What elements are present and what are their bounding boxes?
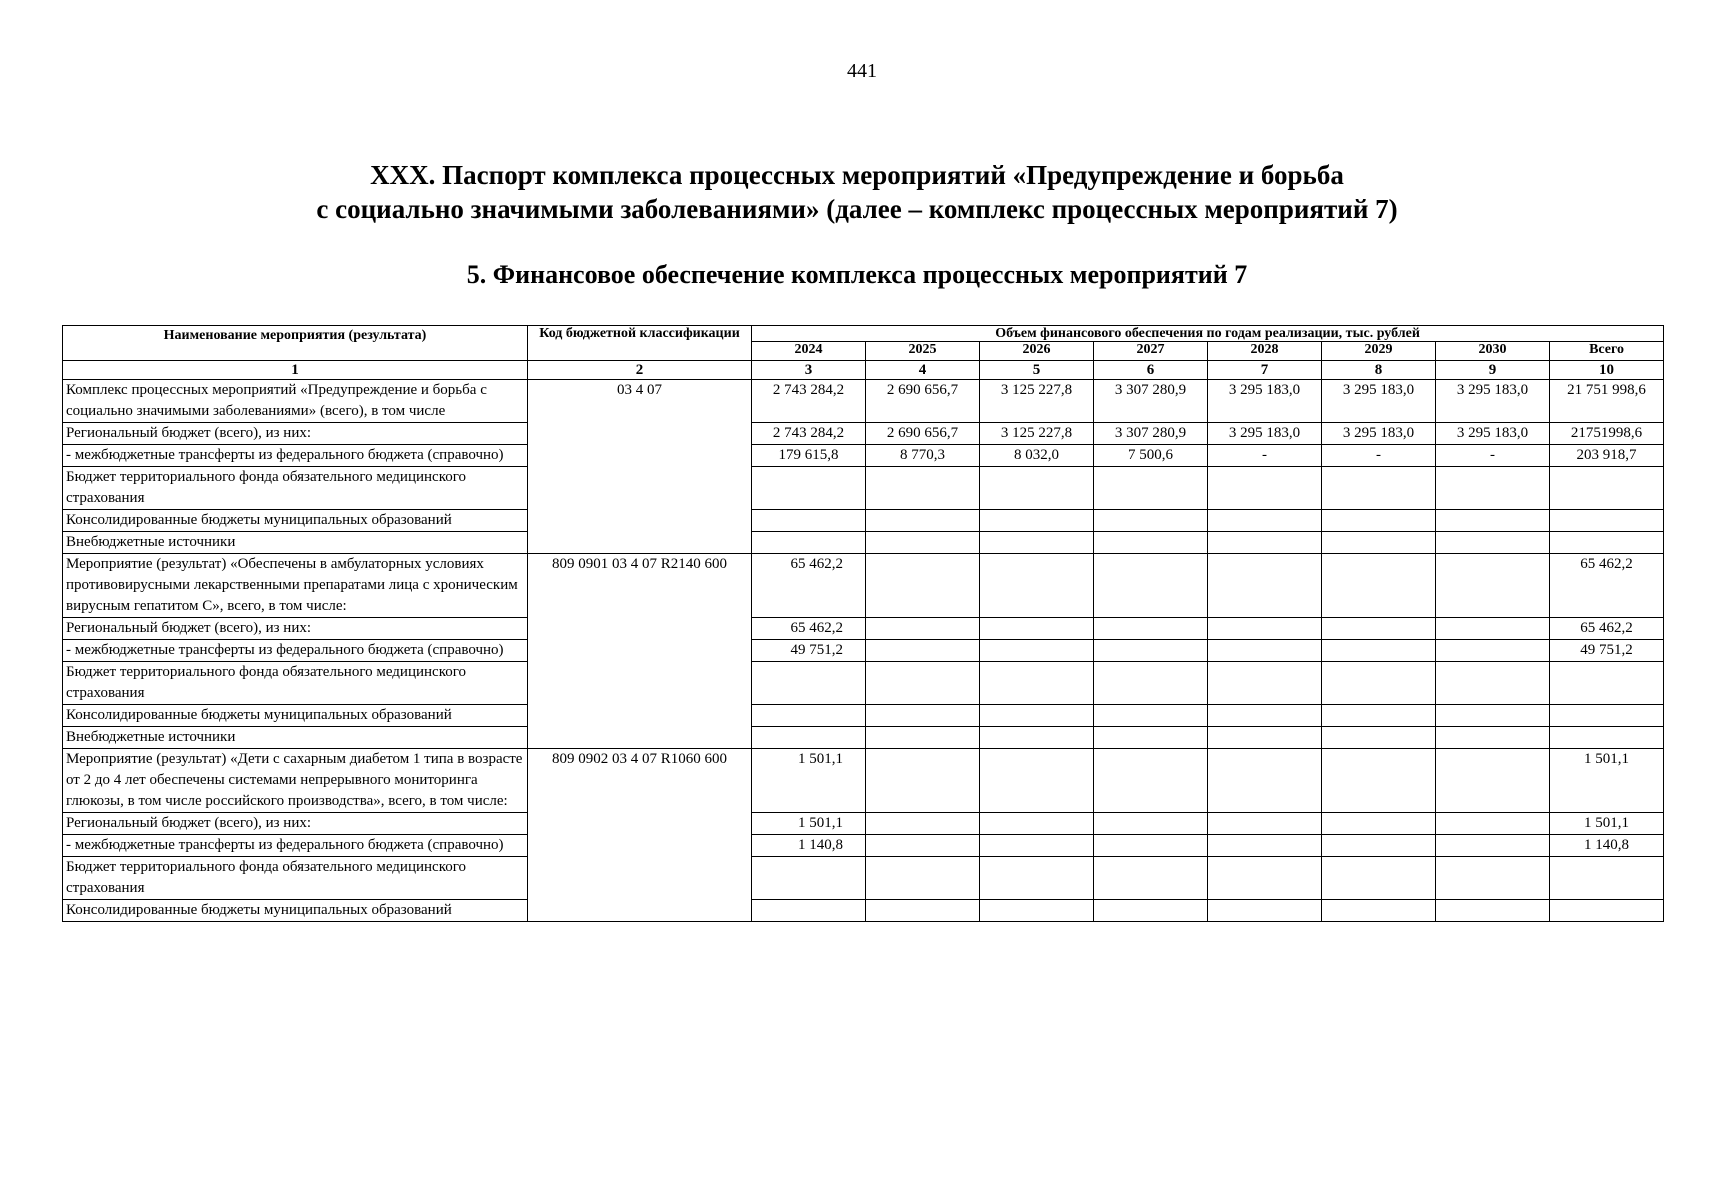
- value-cell: [1094, 835, 1208, 857]
- column-number: 6: [1094, 361, 1208, 380]
- table-row: [63, 749, 1664, 813]
- header-year: 2025: [866, 342, 980, 361]
- value-cell: 1 140,8: [752, 835, 866, 857]
- value-cell: [980, 900, 1094, 922]
- value-cell: [1322, 467, 1436, 510]
- row-name: - межбюджетные трансферты из федерального бюджета (справочно): [63, 445, 528, 467]
- value-cell: [1436, 900, 1550, 922]
- value-cell: [1094, 900, 1208, 922]
- value-cell: [1436, 749, 1550, 813]
- header-year: 2026: [980, 342, 1094, 361]
- header-year: 2024: [752, 342, 866, 361]
- value-cell: [1208, 835, 1322, 857]
- header-volume: Объем финансового обеспечения по годам реализации, тыс. рублей: [752, 326, 1664, 342]
- table-row: [63, 445, 1664, 467]
- value-cell: [752, 900, 866, 922]
- value-cell: [1322, 618, 1436, 640]
- table-row: [63, 857, 1664, 900]
- value-cell: 3 295 183,0: [1322, 380, 1436, 423]
- table-row: [63, 835, 1664, 857]
- table-row: [63, 380, 1664, 423]
- table-row: [63, 662, 1664, 705]
- financial-table: [62, 325, 1664, 922]
- value-cell: [1436, 727, 1550, 749]
- value-cell: [1208, 618, 1322, 640]
- value-cell: [1208, 554, 1322, 618]
- value-cell: [866, 510, 980, 532]
- value-cell: [980, 554, 1094, 618]
- row-name: Региональный бюджет (всего), из них:: [63, 618, 528, 640]
- value-cell: [1322, 900, 1436, 922]
- value-cell: [1094, 727, 1208, 749]
- column-number: 7: [1208, 361, 1322, 380]
- value-cell: [1550, 467, 1664, 510]
- value-cell: [980, 705, 1094, 727]
- value-cell: 3 295 183,0: [1436, 423, 1550, 445]
- value-cell: [1436, 554, 1550, 618]
- value-cell: 2 743 284,2: [752, 423, 866, 445]
- value-cell: [1436, 705, 1550, 727]
- column-number: 8: [1322, 361, 1436, 380]
- value-cell: [1436, 835, 1550, 857]
- value-cell: [1550, 532, 1664, 554]
- value-cell: [1322, 727, 1436, 749]
- row-name: Региональный бюджет (всего), из них:: [63, 813, 528, 835]
- value-cell: 3 295 183,0: [1436, 380, 1550, 423]
- value-cell: [980, 835, 1094, 857]
- value-cell: 1 501,1: [752, 749, 866, 813]
- value-cell: [752, 727, 866, 749]
- value-cell: 3 125 227,8: [980, 380, 1094, 423]
- value-cell: [1322, 554, 1436, 618]
- value-cell: [866, 662, 980, 705]
- value-cell: 179 615,8: [752, 445, 866, 467]
- value-cell: [866, 554, 980, 618]
- value-cell: [1094, 813, 1208, 835]
- column-number: 4: [866, 361, 980, 380]
- row-name: Бюджет территориального фонда обязательного медицинского страхования: [63, 662, 528, 705]
- table-row: [63, 554, 1664, 618]
- row-name: Бюджет территориального фонда обязательного медицинского страхования: [63, 467, 528, 510]
- value-cell: [866, 727, 980, 749]
- value-cell: [1550, 662, 1664, 705]
- value-cell: [1094, 662, 1208, 705]
- value-cell: [1094, 857, 1208, 900]
- value-cell: [980, 618, 1094, 640]
- value-cell: [1322, 857, 1436, 900]
- table-row: [63, 727, 1664, 749]
- value-cell: 7 500,6: [1094, 445, 1208, 467]
- header-name: Наименование мероприятия (результата): [63, 326, 528, 361]
- header-year: 2029: [1322, 342, 1436, 361]
- value-cell: [1094, 510, 1208, 532]
- value-cell: [1208, 705, 1322, 727]
- row-name: Бюджет территориального фонда обязательного медицинского страхования: [63, 857, 528, 900]
- value-cell: [1322, 835, 1436, 857]
- value-cell: [1322, 705, 1436, 727]
- value-cell: 1 501,1: [752, 813, 866, 835]
- value-cell: 2 690 656,7: [866, 423, 980, 445]
- value-cell: 21751998,6: [1550, 423, 1664, 445]
- row-name: Региональный бюджет (всего), из них:: [63, 423, 528, 445]
- value-cell: 8 032,0: [980, 445, 1094, 467]
- value-cell: [1550, 857, 1664, 900]
- value-cell: [1436, 662, 1550, 705]
- value-cell: [980, 749, 1094, 813]
- value-cell: [1208, 813, 1322, 835]
- table-row: [63, 510, 1664, 532]
- table-body: [63, 361, 1664, 922]
- value-cell: -: [1436, 445, 1550, 467]
- value-cell: [866, 467, 980, 510]
- header-year: 2028: [1208, 342, 1322, 361]
- value-cell: [980, 640, 1094, 662]
- row-name: Консолидированные бюджеты муниципальных образований: [63, 900, 528, 922]
- table-header: [63, 326, 1664, 361]
- budget-code: 809 0902 03 4 07 R1060 600: [528, 749, 752, 922]
- row-name: Внебюджетные источники: [63, 727, 528, 749]
- page-number: 441: [847, 60, 877, 82]
- value-cell: [866, 813, 980, 835]
- value-cell: [1550, 510, 1664, 532]
- value-cell: [1094, 640, 1208, 662]
- value-cell: [1322, 640, 1436, 662]
- value-cell: [1436, 813, 1550, 835]
- value-cell: [1436, 532, 1550, 554]
- column-number: 3: [752, 361, 866, 380]
- value-cell: [980, 813, 1094, 835]
- value-cell: [1550, 900, 1664, 922]
- value-cell: [980, 727, 1094, 749]
- value-cell: [1094, 705, 1208, 727]
- row-name: Мероприятие (результат) «Обеспечены в амбулаторных условиях противовирусными лекарственными препаратами лица с хроническим вирусным гепатитом С», всего, в том числе:: [63, 554, 528, 618]
- value-cell: [752, 467, 866, 510]
- value-cell: [1322, 532, 1436, 554]
- value-cell: [752, 705, 866, 727]
- column-number: 5: [980, 361, 1094, 380]
- value-cell: [1208, 640, 1322, 662]
- value-cell: [1550, 705, 1664, 727]
- value-cell: [1094, 749, 1208, 813]
- value-cell: [980, 532, 1094, 554]
- value-cell: [1208, 467, 1322, 510]
- table-row: [63, 532, 1664, 554]
- column-number: 9: [1436, 361, 1550, 380]
- value-cell: [752, 532, 866, 554]
- value-cell: [1436, 467, 1550, 510]
- value-cell: [1208, 532, 1322, 554]
- value-cell: 65 462,2: [752, 618, 866, 640]
- value-cell: [1208, 510, 1322, 532]
- value-cell: [1436, 510, 1550, 532]
- table-row: [63, 467, 1664, 510]
- value-cell: [980, 510, 1094, 532]
- value-cell: 2 743 284,2: [752, 380, 866, 423]
- document-title: [0, 158, 1714, 226]
- row-name: Консолидированные бюджеты муниципальных образований: [63, 510, 528, 532]
- value-cell: 1 501,1: [1550, 749, 1664, 813]
- value-cell: [752, 857, 866, 900]
- value-cell: [752, 662, 866, 705]
- value-cell: [1208, 900, 1322, 922]
- value-cell: 8 770,3: [866, 445, 980, 467]
- value-cell: [1208, 727, 1322, 749]
- value-cell: [1094, 467, 1208, 510]
- value-cell: [866, 749, 980, 813]
- value-cell: [1436, 618, 1550, 640]
- value-cell: [866, 900, 980, 922]
- value-cell: 203 918,7: [1550, 445, 1664, 467]
- value-cell: 2 690 656,7: [866, 380, 980, 423]
- value-cell: [980, 467, 1094, 510]
- value-cell: 65 462,2: [1550, 554, 1664, 618]
- value-cell: 3 307 280,9: [1094, 380, 1208, 423]
- value-cell: [1322, 662, 1436, 705]
- table-row: [63, 813, 1664, 835]
- value-cell: [1094, 532, 1208, 554]
- value-cell: [1436, 640, 1550, 662]
- value-cell: [866, 640, 980, 662]
- value-cell: [1208, 857, 1322, 900]
- value-cell: 3 295 183,0: [1208, 423, 1322, 445]
- column-numbers-row: [63, 361, 1664, 380]
- value-cell: [980, 662, 1094, 705]
- value-cell: [1208, 749, 1322, 813]
- row-name: Консолидированные бюджеты муниципальных образований: [63, 705, 528, 727]
- header-year: 2027: [1094, 342, 1208, 361]
- value-cell: [1550, 727, 1664, 749]
- value-cell: -: [1322, 445, 1436, 467]
- row-name: Внебюджетные источники: [63, 532, 528, 554]
- header-year: 2030: [1436, 342, 1550, 361]
- value-cell: [752, 510, 866, 532]
- value-cell: 3 307 280,9: [1094, 423, 1208, 445]
- value-cell: 49 751,2: [752, 640, 866, 662]
- value-cell: [866, 532, 980, 554]
- value-cell: 3 125 227,8: [980, 423, 1094, 445]
- value-cell: 3 295 183,0: [1208, 380, 1322, 423]
- column-number: 10: [1550, 361, 1664, 380]
- value-cell: [1322, 749, 1436, 813]
- value-cell: 1 501,1: [1550, 813, 1664, 835]
- value-cell: [1322, 510, 1436, 532]
- value-cell: [1436, 857, 1550, 900]
- value-cell: [866, 618, 980, 640]
- value-cell: 21 751 998,6: [1550, 380, 1664, 423]
- table-row: [63, 618, 1664, 640]
- title-line-1: XXX. Паспорт комплекса процессных мероприятий «Предупреждение и борьба: [370, 160, 1344, 190]
- value-cell: -: [1208, 445, 1322, 467]
- row-name: Мероприятие (результат) «Дети с сахарным диабетом 1 типа в возрасте от 2 до 4 лет обеспечены системами непрерывного мониторинга глюкозы, в том числе российского производства», всего, в том числе:: [63, 749, 528, 813]
- row-name: - межбюджетные трансферты из федерального бюджета (справочно): [63, 835, 528, 857]
- value-cell: [866, 835, 980, 857]
- budget-code: 03 4 07: [528, 380, 752, 554]
- value-cell: 49 751,2: [1550, 640, 1664, 662]
- value-cell: 1 140,8: [1550, 835, 1664, 857]
- value-cell: [1094, 618, 1208, 640]
- column-number: 2: [528, 361, 752, 380]
- value-cell: 65 462,2: [1550, 618, 1664, 640]
- budget-code: 809 0901 03 4 07 R2140 600: [528, 554, 752, 749]
- header-year: Всего: [1550, 342, 1664, 361]
- title-line-2: с социально значимыми заболеваниями» (далее – комплекс процессных мероприятий 7): [316, 194, 1398, 224]
- value-cell: [980, 857, 1094, 900]
- value-cell: [1208, 662, 1322, 705]
- table-row: [63, 423, 1664, 445]
- row-name: Комплекс процессных мероприятий «Предупреждение и борьба с социально значимыми заболеваниями» (всего), в том числе: [63, 380, 528, 423]
- column-number: 1: [63, 361, 528, 380]
- table-row: [63, 640, 1664, 662]
- value-cell: 3 295 183,0: [1322, 423, 1436, 445]
- header-code: Код бюджетной классификации: [528, 326, 752, 361]
- table-row: [63, 705, 1664, 727]
- row-name: - межбюджетные трансферты из федерального бюджета (справочно): [63, 640, 528, 662]
- value-cell: [1322, 813, 1436, 835]
- section-title: 5. Финансовое обеспечение комплекса процессных мероприятий 7: [466, 260, 1248, 289]
- table-row: [63, 900, 1664, 922]
- value-cell: 65 462,2: [752, 554, 866, 618]
- value-cell: [866, 705, 980, 727]
- value-cell: [1094, 554, 1208, 618]
- value-cell: [866, 857, 980, 900]
